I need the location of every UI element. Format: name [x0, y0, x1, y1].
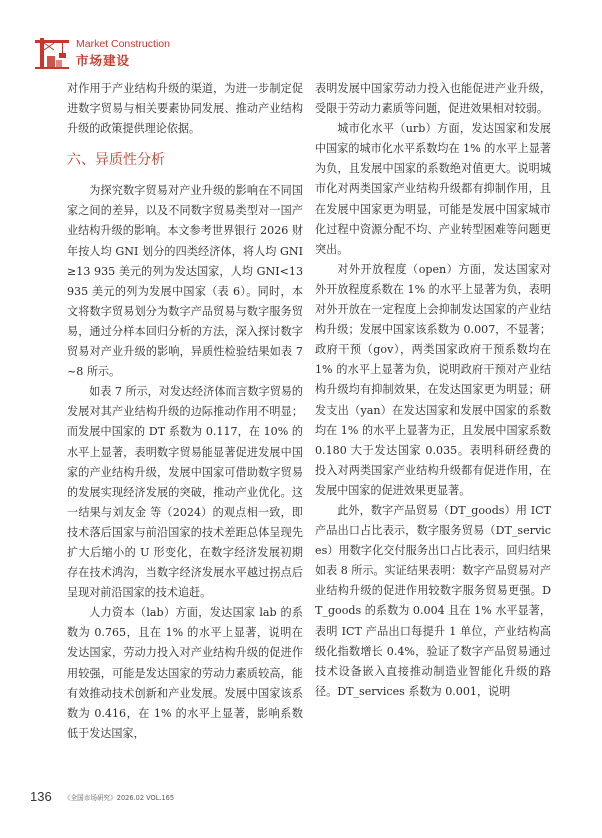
- paragraph: 对作用于产业结构升级的渠道，为进一步制定促进数字贸易与相关要素协同发展、推动产业结构升级的政策提供理论依据。: [67, 82, 303, 136]
- paragraph: 对外开放程度（open）方面，发达国家对外开放程度系数在 1% 的水平上显著为负，表明对外开放在一定程度上会抑制发达国家的产业结构升级；发展中国家该系数为 0.007，不显著；政府干预（gov），两类国家政府干预系数均在 1% 的水平上显著为负，说明政府干预对产业结构升级均有抑制效果，在发达国家更为明显；研发支出（yan）在发达国家和发展中国家的系数均在 1% 的水平上显著为正，且发展中国家系数 0.180 大于发达国家 0.035。表明科研经费的投入对两类国家产业结构升级都有促进作用，在发展中国家的促进效果更显著。: [315, 262, 551, 497]
- right-column: [315, 79, 551, 702]
- section-heading: 六、异质性分析: [67, 152, 165, 169]
- paragraph: 人力资本（lab）方面，发达国家 lab 的系数为 0.765，且在 1% 的水平上显著，说明在发达国家，劳动力投入对产业结构升级的促进作用较强，可能是发达国家的劳动力素质较高，能有效推动技术创新和产业发展。发展中国家该系数为 0.416，在 1% 的水平上显著，影响系数低于发达国家，: [67, 606, 303, 740]
- page-number: 136: [30, 789, 52, 804]
- left-column: [67, 79, 303, 744]
- building-crane-icon: [34, 36, 74, 70]
- paragraph: 城市化水平（urb）方面，发达国家和发展中国家的城市化水平系数均在 1% 的水平上显著为负，且发展中国家的系数绝对值更大。说明城市化对两类国家产业结构升级都有抑制作用，且在发展中国家更为明显，可能是发展中国家城市化过程中资源分配不均、产业转型困难等问题更突出。: [315, 122, 551, 256]
- paragraph: 如表 7 所示，对发达经济体而言数字贸易的发展对其产业结构升级的边际推动作用不明显；而发展中国家的 DT 系数为 0.117，在 10% 的水平上显著，表明数字贸易能显著促进发展中国家的产业结构升级，发展中国家可借助数字贸易的发展实现经济发展的突破，推动产业优化。这一结果与刘友金 等（2024）的观点相一致，即技术落后国家与前沿国家的技术差距总体呈现先扩大后缩小的 U 形变化，在数字经济发展初期存在技术鸿沟，当数字经济发展水平越过拐点后呈现对前沿国家的技术追赶。: [67, 385, 303, 600]
- paragraph: 为探究数字贸易对产业升级的影响在不同国家之间的差异，以及不同数字贸易类型对一国产业结构升级的影响。本文参考世界银行 2026 财年按人均 GNI 划分的四类经济体，将人均 GNI≥13 935 美元的列为发达国家，人均 GNI<13 935 美元的列为发展中国家（表 6）。同时，本文将数字贸易划分为数字产品贸易与数字服务贸易，通过分样本回归分析的方法，深入探讨数字贸易对产业升级的影响，异质性检验结果如表 7~8 所示。: [67, 184, 303, 379]
- brand-english: Market Construction: [76, 38, 170, 50]
- journal-citation: 《全国市场研究》2026.02 VOL.165: [64, 794, 175, 802]
- brand-chinese: 市场建设: [76, 53, 131, 68]
- paragraph: 表明发展中国家劳动力投入也能促进产业升级，受限于劳动力素质等问题，促进效果相对较弱。: [315, 82, 551, 116]
- paragraph: 此外，数字产品贸易（DT_goods）用 ICT 产品出口占比表示，数字服务贸易（DT_services）用数字化交付服务出口占比表示，回归结果如表 8 所示。实证结果表明：数字产品贸易对产业结构升级的促进作用较数字服务贸易更强。DT_goods 的系数为 0.004 且在 1% 水平显著，表明 ICT 产品出口每提升 1 单位，产业结构高级化指数增长 0.4%，验证了数字产品贸易通过技术设备嵌入直接推动制造业智能化升级的路径。DT_services 系数为 0.001，说明: [315, 503, 551, 698]
